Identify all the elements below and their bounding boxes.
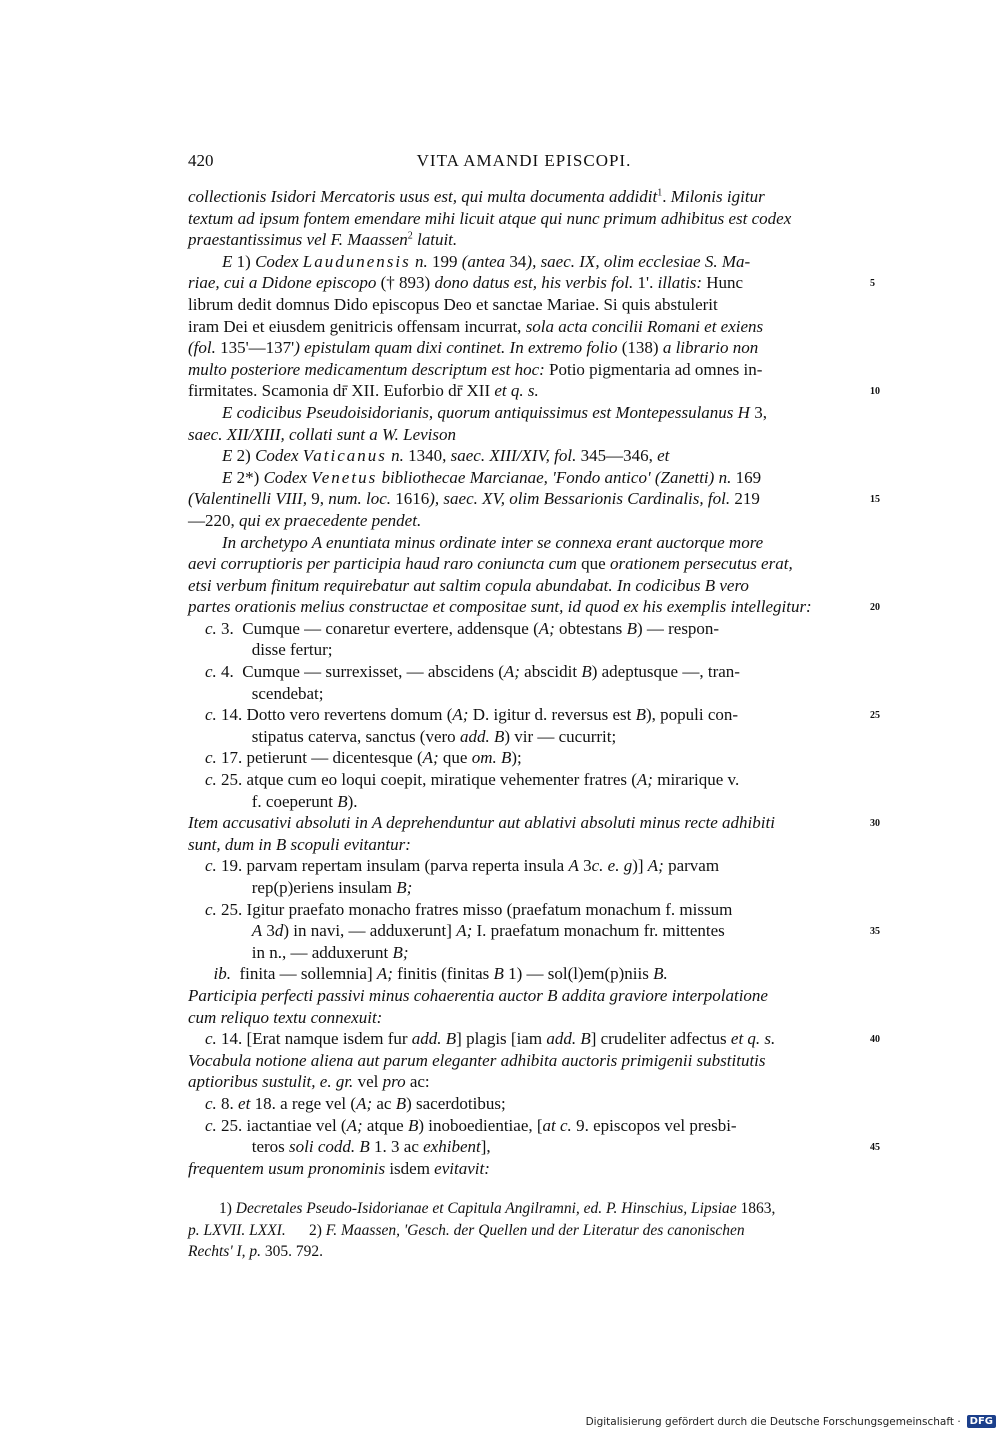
margin-line-number: 20 <box>870 602 880 614</box>
text-line-content: stipatus caterva, sanctus (vero add. B) vir — cucurrit; <box>188 726 617 746</box>
text-line-content: collectionis Isidori Mercatoris usus est, qui multa documenta addidit$^1$. Milonis igitur <box>188 187 765 206</box>
text-line <box>188 1050 860 1072</box>
text-line <box>188 402 860 424</box>
text-line <box>188 899 860 921</box>
margin-line-number: 15 <box>870 494 880 506</box>
text-line <box>188 251 860 273</box>
text-line-content: sunt, dum in B scopuli evitantur: <box>188 834 411 854</box>
text-line-content: librum dedit domnus Dido episcopus Deo et sanctae Mariae. Si quis abstulerit <box>188 294 718 314</box>
text-line <box>188 1093 860 1115</box>
text-line-content: c. 14. Dotto vero revertens domum (A; D. igitur d. reversus est B), populi con- <box>205 705 739 725</box>
credit-text: Digitalisierung gefördert durch die Deutsche Forschungsgemeinschaft · <box>585 1415 961 1428</box>
footnote-line: 1) Decretales Pseudo-Isidorianae et Capitula Angilramni, ed. P. Hinschius, Lipsiae 1863, <box>188 1200 776 1217</box>
text-line-content: Vocabula notione aliena aut parum eleganter adhibita auctoris primigenii substitutis <box>188 1050 766 1070</box>
text-line <box>188 769 860 791</box>
text-line <box>188 639 860 661</box>
text-line <box>188 553 860 575</box>
text-line <box>188 877 860 899</box>
text-line <box>188 1007 860 1029</box>
text-line-content: teros soli codd. B 1. 3 ac exhibent], <box>188 1137 491 1157</box>
text-line-content: E 1) Codex Laudunensis n. 199 (antea 34), saec. IX, olim ecclesiae S. Ma- <box>222 251 751 271</box>
text-line <box>188 1158 860 1180</box>
text-line <box>188 747 860 769</box>
text-line <box>188 208 860 230</box>
text-line <box>188 1136 880 1158</box>
text-line-content: partes orationis melius constructae et compositae sunt, id quod ex his exemplis intellegitur: <box>188 597 812 617</box>
text-line-content: etsi verbum finitum requirebatur aut saltim copula abundabat. In codicibus B vero <box>188 575 749 595</box>
text-line-content: in n., — adduxerunt B; <box>188 942 409 962</box>
text-line <box>188 510 860 532</box>
text-line-content: rep(p)eriens insulam B; <box>188 878 413 897</box>
text-line-content: aevi corruptioris per participia haud raro coniuncta cum que orationem persecutus erat, <box>188 554 793 574</box>
margin-line-number: 5 <box>870 278 875 290</box>
text-line-content: cum reliquo textu connexuit: <box>188 1007 383 1027</box>
text-line <box>188 1115 860 1137</box>
text-line-content: c. 19. parvam repertam insulam (parva reperta insula A 3c. e. g)] A; parvam <box>205 856 720 876</box>
text-line-content: praestantissimus vel F. Maassen$^2$ latuit. <box>188 230 458 250</box>
text-line-content: E 2*) Codex Venetus bibliothecae Marcianae, 'Fondo antico' (Zanetti) n. 169 <box>222 467 762 487</box>
text-line-content: c. 14. [Erat namque isdem fur add. B] plagis [iam add. B] crudeliter adfectus et q. s. <box>205 1029 776 1049</box>
footnotes <box>188 1198 860 1263</box>
text-line <box>188 618 860 640</box>
text-line-content: E 2) Codex Vaticanus n. 1340, saec. XIII/XIV, fol. 345—346, et <box>222 446 670 466</box>
page-number: 420 <box>188 151 214 170</box>
text-line <box>188 596 880 618</box>
text-line <box>188 963 860 985</box>
text-line-content: A 3d) in navi, — adduxerunt] A; I. praefatum monachum fr. mittentes <box>251 921 725 941</box>
text-line-content: f. coeperunt B). <box>188 791 358 811</box>
margin-line-number: 25 <box>870 710 880 722</box>
text-line <box>188 920 880 942</box>
text-line <box>188 424 860 446</box>
text-line-content: c. 17. petierunt — dicentesque (A; que om. B); <box>205 748 522 768</box>
text-line <box>188 1028 880 1050</box>
text-line <box>188 704 880 726</box>
text-line <box>188 380 880 402</box>
text-line <box>188 942 860 964</box>
margin-line-number: 35 <box>870 926 880 938</box>
text-line <box>188 186 860 208</box>
text-line-content: aptioribus sustulit, e. gr. vel pro ac: <box>188 1072 430 1092</box>
text-line-content: Item accusativi absoluti in A deprehenduntur aut ablativi absoluti minus recte adhibiti <box>188 813 775 833</box>
text-line <box>188 834 860 856</box>
text-line-content: saec. XII/XIII, collati sunt a W. Levison <box>188 424 457 444</box>
text-line-content: (Valentinelli VIII, 9, num. loc. 1616), saec. XV, olim Bessarionis Cardinalis, fol. 219 <box>188 489 760 509</box>
text-line-content: c. 4. Cumque — surrexisset, — abscidens (A; abscidit B) adeptusque —, tran- <box>205 662 740 682</box>
text-line-content: firmitates. Scamonia dr̄ XII. Euforbio dr̄ XII et q. s. <box>188 381 539 401</box>
text-line <box>188 726 860 748</box>
text-line-content: c. 25. iactantiae vel (A; atque B) inoboedientiae, [at c. 9. episcopos vel presbi- <box>205 1115 737 1135</box>
text-line <box>188 294 860 316</box>
text-line <box>188 812 880 834</box>
text-line-content: multo posteriore medicamentum descriptum est hoc: Potio pigmentaria ad omnes in- <box>188 359 763 379</box>
text-line-content: c. 25. atque cum eo loqui coepit, miratique vehementer fratres (A; mirarique v. <box>205 770 740 790</box>
text-line-content: disse fertur; <box>188 640 333 660</box>
text-line-content: —220, qui ex praecedente pendet. <box>188 510 422 530</box>
margin-line-number: 30 <box>870 818 880 830</box>
digitization-credit <box>586 1415 996 1428</box>
margin-line-number: 10 <box>870 386 880 398</box>
text-line <box>188 316 860 338</box>
text-line <box>188 532 860 554</box>
footnote-line: p. LXVII. LXXI. 2) F. Maassen, 'Gesch. der Quellen und der Literatur des canonischen <box>188 1221 745 1239</box>
text-line <box>188 359 860 381</box>
text-line-content: Participia perfecti passivi minus cohaerentia auctor B addita graviore interpolatione <box>188 985 768 1005</box>
text-line <box>188 575 860 597</box>
margin-line-number: 45 <box>870 1142 880 1154</box>
text-line <box>188 855 860 877</box>
text-line-content: In archetypo A enuntiata minus ordinate inter se connexa erant auctorque more <box>222 532 764 552</box>
text-line <box>188 337 860 359</box>
text-line-content: riae, cui a Didone episcopo († 893) dono datus est, his verbis fol. 1'. illatis: Hunc <box>188 273 744 293</box>
margin-line-number: 40 <box>870 1034 880 1046</box>
text-line <box>188 229 860 251</box>
text-line <box>188 445 860 467</box>
dfg-logo <box>967 1415 996 1428</box>
text-line-content: (fol. 135'—137') epistulam quam dixi continet. In extremo folio (138) a librario non <box>188 338 759 358</box>
text-line-content: iram Dei et eiusdem genitricis offensam incurrat, sola acta concilii Romani et exiens <box>188 316 764 336</box>
running-title: VITA AMANDI EPISCOPI. <box>416 151 632 170</box>
text-line <box>188 488 880 510</box>
text-line <box>188 467 860 489</box>
text-line <box>188 1071 860 1093</box>
body-text <box>188 186 880 1179</box>
text-line-content: c. 8. et 18. a rege vel (A; ac B) sacerdotibus; <box>205 1093 506 1113</box>
text-line-content: c. 3. Cumque — conaretur evertere, addensque (A; obtestans B) — respon- <box>205 618 720 638</box>
text-line <box>188 661 860 683</box>
text-line-content: c. 25. Igitur praefato monacho fratres misso (praefatum monachum f. missum <box>205 899 733 919</box>
text-line-content: scendebat; <box>188 683 324 703</box>
text-line <box>188 683 860 705</box>
text-line <box>188 791 860 813</box>
text-line-content: ib. finita — sollemnia] A; finitis (finitas B 1) — sol(l)em(p)niis B. <box>213 964 668 984</box>
text-line <box>188 985 860 1007</box>
text-line-content: E codicibus Pseudoisidorianis, quorum antiquissimus est Montepessulanus H 3, <box>222 402 767 422</box>
text-line-content: frequentem usum pronominis isdem evitavit: <box>188 1158 490 1178</box>
footnote-line: Rechts' I, p. 305. 792. <box>188 1243 324 1261</box>
dfg-logo-text: DFG <box>967 1415 996 1428</box>
page-header <box>188 151 860 175</box>
text-line-content: textum ad ipsum fontem emendare mihi licuit atque qui nunc primum adhibitus est codex <box>188 208 792 228</box>
text-line <box>188 272 875 294</box>
